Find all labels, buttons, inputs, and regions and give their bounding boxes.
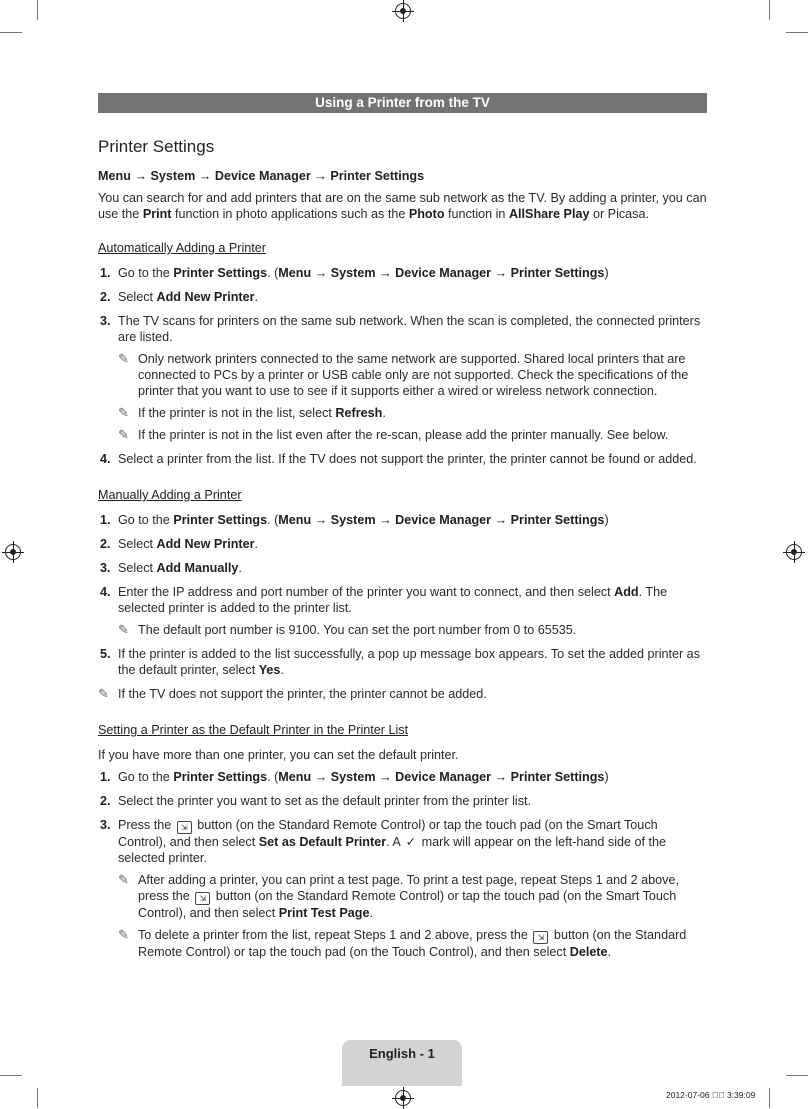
pencil-note-icon: ✎ (98, 686, 109, 701)
auto-add-steps (98, 265, 708, 467)
pencil-note-icon: ✎ (118, 351, 129, 366)
note: ✎ If the printer is not in the list even after the re-scan, please add the printer manually. See below. (118, 427, 669, 442)
pencil-note-icon: ✎ (118, 872, 129, 887)
note: ✎ To delete a printer from the list, repeat Steps 1 and 2 above, press the ⇲ button (on the Standard Remote Control) or tap the touch pad (on the Touch Control), and then select Delete. (118, 927, 687, 959)
pencil-note-icon: ✎ (118, 622, 129, 637)
crop-mark (786, 32, 808, 33)
pencil-note-icon: ✎ (118, 427, 129, 442)
subheading-auto-add: Automatically Adding a Printer (98, 241, 267, 255)
subheading-manual-add: Manually Adding a Printer (98, 488, 242, 502)
check-mark-icon: ✓ (405, 835, 417, 849)
crop-mark (0, 1075, 22, 1076)
menu-path: Menu → System → Device Manager → Printer Settings (98, 169, 425, 183)
list-item: 3. Press the ⇲ button (on the Standard Remote Control) or tap the touch pad (on the Smart Touch Control), and then select Set as Default Printer. A ✓ mark will appear on the left-hand side of the selected printer. ✎ After adding a printer, you can print a test page. To print a test page, repeat Steps 1 and 2 above, press the ⇲ button (on the Standard Remote Control) or tap the touch pad (on the Smart Touch Control), and then select Print Test Page. ✎ To delete a printer from the list, repeat Steps 1 and 2 above, press the ⇲ button (on the Standard Remote Control) or tap the touch pad (on the Touch Control), and then select Delete. (98, 817, 708, 960)
list-item: 2. Select Add New Printer. (100, 537, 258, 551)
note: ✎ After adding a printer, you can print a test page. To print a test page, repeat Steps 1 and 2 above, press the ⇲ button (on the Standard Remote Control) or tap the touch pad (on the Smart Touch Control), and then select Print Test Page. (118, 872, 679, 920)
list-item: 3. The TV scans for printers on the same sub network. When the scan is completed, the connected printers are listed. ✎ Only network printers connected to the same network are supported. Shared local printers that are connected to PCs by a printer or USB cable only are not supported. Check the specifications of the printer that you want to use to see if it supports either a wired or wireless network connection. ✎ If the printer is not in the list, select Refresh. ✎ If the printer is not in the list even after the re-scan, please add the printer manually. See below. (98, 313, 708, 443)
manual-add-steps (98, 512, 708, 678)
list-item: 1. Go to the Printer Settings. (Menu → System → Device Manager → Printer Settings) (100, 770, 609, 784)
tools-button-icon: ⇲ (195, 892, 210, 905)
tools-button-icon: ⇲ (177, 821, 192, 834)
pencil-note-icon: ✎ (118, 927, 129, 942)
note: ✎ If the printer is not in the list, select Refresh. (118, 405, 386, 420)
registration-mark-icon (786, 544, 802, 560)
list-item: 2. Select the printer you want to set as the default printer from the printer list. (100, 794, 531, 808)
tools-button-icon: ⇲ (533, 931, 548, 944)
page-number-tab: English - 1 (342, 1040, 462, 1086)
list-item: 1. Go to the Printer Settings. (Menu → System → Device Manager → Printer Settings) (100, 266, 609, 280)
list-item: 3. Select Add Manually. (100, 561, 242, 575)
list-item: 4. Select a printer from the list. If the TV does not support the printer, the printer cannot be found or added. (100, 452, 697, 466)
registration-mark-icon (395, 3, 411, 19)
crop-mark (769, 1088, 770, 1108)
pencil-note-icon: ✎ (118, 405, 129, 420)
crop-mark (786, 1075, 808, 1076)
note: ✎ Only network printers connected to the same network are supported. Shared local printers that are connected to PCs by a printer or USB cable only are not supported. Check the specifications of the printer that you want to use to see if it supports either a wired or wireless network connection. (118, 351, 689, 398)
crop-mark (37, 1088, 38, 1108)
list-item: 1. Go to the Printer Settings. (Menu → System → Device Manager → Printer Settings) (100, 513, 609, 527)
default-printer-steps (98, 769, 708, 960)
subheading-default-printer: Setting a Printer as the Default Printer in the Printer List (98, 723, 409, 737)
intro-paragraph: You can search for and add printers that are on the same sub network as the TV. By adding a printer, you can use the Print function in photo applications such as the Photo function in AllShare Play or Picasa. (98, 191, 707, 221)
crop-mark (769, 0, 770, 20)
crop-mark (37, 0, 38, 20)
list-item: 2. Select Add New Printer. (100, 290, 258, 304)
note: ✎ If the TV does not support the printer, the printer cannot be added. (98, 686, 487, 701)
print-timestamp: 2012-07-06 ￿￿ 3:39:09 (666, 1090, 756, 1100)
main-content (98, 168, 708, 968)
page-title: Printer Settings (98, 137, 215, 156)
default-intro: If you have more than one printer, you can set the default printer. (98, 748, 459, 762)
list-item: 5. If the printer is added to the list successfully, a pop up message box appears. To set the added printer as the default printer, select Yes. (100, 647, 700, 677)
registration-mark-icon (5, 544, 21, 560)
note: ✎ The default port number is 9100. You can set the port number from 0 to 65535. (118, 622, 577, 637)
list-item: 4. Enter the IP address and port number of the printer you want to connect, and then select Add. The selected printer is added to the printer list. ✎ The default port number is 9100. You can set the port number from 0 to 65535. (98, 584, 708, 638)
crop-mark (0, 32, 22, 33)
registration-mark-icon (395, 1090, 411, 1106)
section-title-bar: Using a Printer from the TV (98, 93, 707, 113)
